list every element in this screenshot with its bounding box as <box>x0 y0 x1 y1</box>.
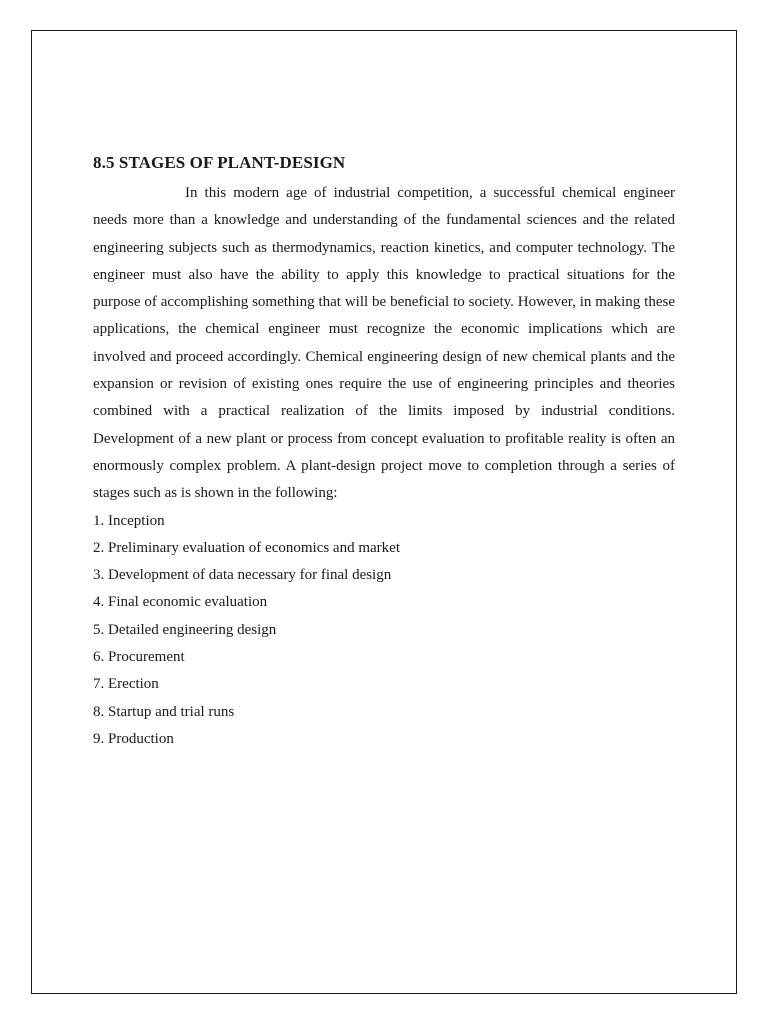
stages-list <box>93 508 675 754</box>
section-heading: 8.5 STAGES OF PLANT-DESIGN <box>93 153 346 172</box>
stage-item-detailed-design: 5. Detailed engineering design <box>93 621 277 638</box>
stage-item-inception: 1. Inception <box>93 512 165 529</box>
stage-item-startup: 8. Startup and trial runs <box>93 703 235 720</box>
stage-item-procurement: 6. Procurement <box>93 649 185 666</box>
body-paragraph: In this modern age of industrial competition, a successful chemical engineer needs more than a knowledge and understanding of the fundamental sciences and the related engineering subjects such as thermodynamics, reaction kinetics, and computer technology. The engineer must also have the ability to apply this knowledge to practical situations for the purpose of accomplishing something that will be beneficial to society. However, in making these applications, the chemical engineer must recognize the economic implications which are involved and proceed accordingly. Chemical engineering design of new chemical plants and the expansion or revision of existing ones require the use of engineering principles and theories combined with a practical realization of the limits imposed by industrial conditions. Development of a new plant or process from concept evaluation to profitable reality is often an enormously complex problem. A plant-design project move to completion through a series of stages such as is shown in the following: <box>93 185 675 502</box>
document-body <box>93 150 675 753</box>
stage-item-production: 9. Production <box>93 730 174 747</box>
stage-item-data-development: 3. Development of data necessary for final design <box>93 567 392 584</box>
stage-item-erection: 7. Erection <box>93 676 159 693</box>
stage-item-final-economic-evaluation: 4. Final economic evaluation <box>93 594 268 611</box>
stage-item-preliminary-evaluation: 2. Preliminary evaluation of economics and market <box>93 539 400 556</box>
